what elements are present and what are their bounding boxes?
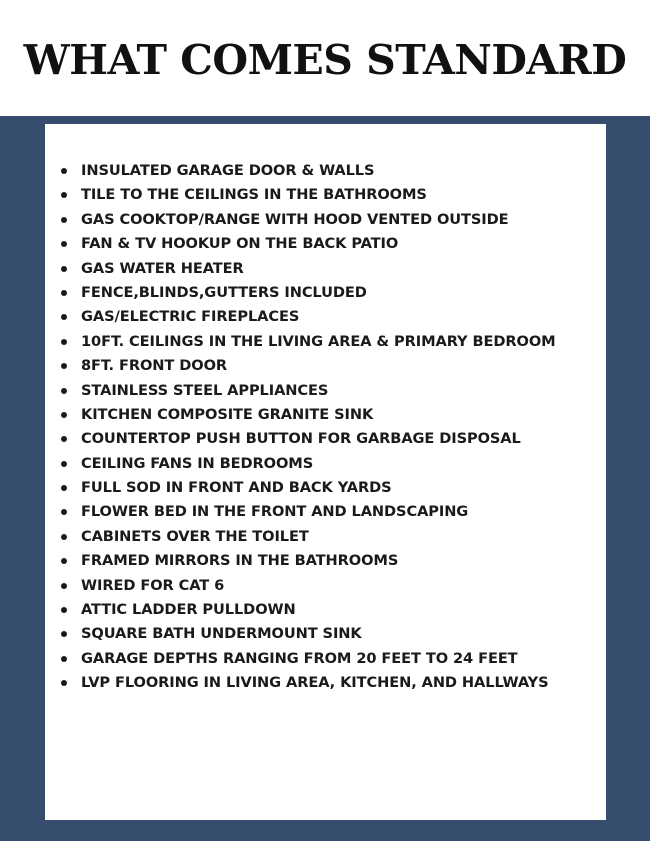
bullet-icon <box>61 436 67 442</box>
feature-item <box>45 622 606 646</box>
feature-item <box>45 305 606 329</box>
feature-label: GAS COOKTOP/RANGE WITH HOOD VENTED OUTSIDE <box>81 210 509 228</box>
feature-item <box>45 208 606 232</box>
feature-item <box>45 379 606 403</box>
bullet-icon <box>61 631 67 637</box>
feature-label: WIRED FOR CAT 6 <box>81 576 225 594</box>
bullet-icon <box>61 485 67 491</box>
bullet-icon <box>61 241 67 247</box>
bullet-icon <box>61 534 67 540</box>
bullet-icon <box>61 388 67 394</box>
bullet-icon <box>61 217 67 223</box>
feature-item <box>45 281 606 305</box>
feature-item <box>45 427 606 451</box>
feature-label: FAN & TV HOOKUP ON THE BACK PATIO <box>81 235 399 253</box>
bullet-icon <box>61 412 67 418</box>
bullet-icon <box>61 558 67 564</box>
feature-label: LVP FLOORING IN LIVING AREA, KITCHEN, AND HALLWAYS <box>81 674 549 692</box>
bullet-icon <box>61 290 67 296</box>
feature-label: CEILING FANS IN BEDROOMS <box>81 454 314 472</box>
header <box>0 0 650 116</box>
blue-frame <box>0 116 650 841</box>
feature-label: 8FT. FRONT DOOR <box>81 357 228 375</box>
feature-label: ATTIC LADDER PULLDOWN <box>81 601 296 619</box>
bullet-icon <box>61 339 67 345</box>
feature-item <box>45 476 606 500</box>
feature-item <box>45 452 606 476</box>
feature-item <box>45 598 606 622</box>
feature-label: CABINETS OVER THE TOILET <box>81 527 309 545</box>
feature-label: GAS WATER HEATER <box>81 259 244 277</box>
page-title: WHAT COMES STANDARD <box>23 36 627 84</box>
feature-item <box>45 500 606 524</box>
bullet-icon <box>61 680 67 686</box>
feature-label: FENCE,BLINDS,GUTTERS INCLUDED <box>81 283 367 301</box>
feature-item <box>45 403 606 427</box>
feature-label: GAS/ELECTRIC FIREPLACES <box>81 308 300 326</box>
feature-item <box>45 647 606 671</box>
feature-item <box>45 257 606 281</box>
feature-item <box>45 354 606 378</box>
feature-label: TILE TO THE CEILINGS IN THE BATHROOMS <box>81 186 427 204</box>
bullet-icon <box>61 607 67 613</box>
feature-label: FLOWER BED IN THE FRONT AND LANDSCAPING <box>81 503 469 521</box>
bullet-icon <box>61 363 67 369</box>
bullet-icon <box>61 168 67 174</box>
bullet-icon <box>61 509 67 515</box>
feature-item <box>45 525 606 549</box>
features-list <box>45 159 606 696</box>
features-panel <box>45 124 606 820</box>
feature-item <box>45 159 606 183</box>
bullet-icon <box>61 656 67 662</box>
feature-item <box>45 574 606 598</box>
feature-label: INSULATED GARAGE DOOR & WALLS <box>81 162 375 179</box>
bullet-icon <box>61 461 67 467</box>
feature-item <box>45 183 606 207</box>
feature-item <box>45 549 606 573</box>
feature-item <box>45 671 606 695</box>
feature-label: GARAGE DEPTHS RANGING FROM 20 FEET TO 24 FEET <box>81 649 518 667</box>
feature-item <box>45 232 606 256</box>
bullet-icon <box>61 314 67 320</box>
bullet-icon <box>61 266 67 272</box>
feature-label: FULL SOD IN FRONT AND BACK YARDS <box>81 479 392 497</box>
feature-label: COUNTERTOP PUSH BUTTON FOR GARBAGE DISPOSAL <box>81 430 521 448</box>
feature-label: FRAMED MIRRORS IN THE BATHROOMS <box>81 552 399 570</box>
feature-label: KITCHEN COMPOSITE GRANITE SINK <box>81 405 374 423</box>
bullet-icon <box>61 192 67 198</box>
bullet-icon <box>61 583 67 589</box>
feature-label: STAINLESS STEEL APPLIANCES <box>81 381 329 399</box>
feature-item <box>45 330 606 354</box>
feature-label: SQUARE BATH UNDERMOUNT SINK <box>81 625 362 643</box>
feature-label: 10FT. CEILINGS IN THE LIVING AREA & PRIMARY BEDROOM <box>81 332 556 350</box>
